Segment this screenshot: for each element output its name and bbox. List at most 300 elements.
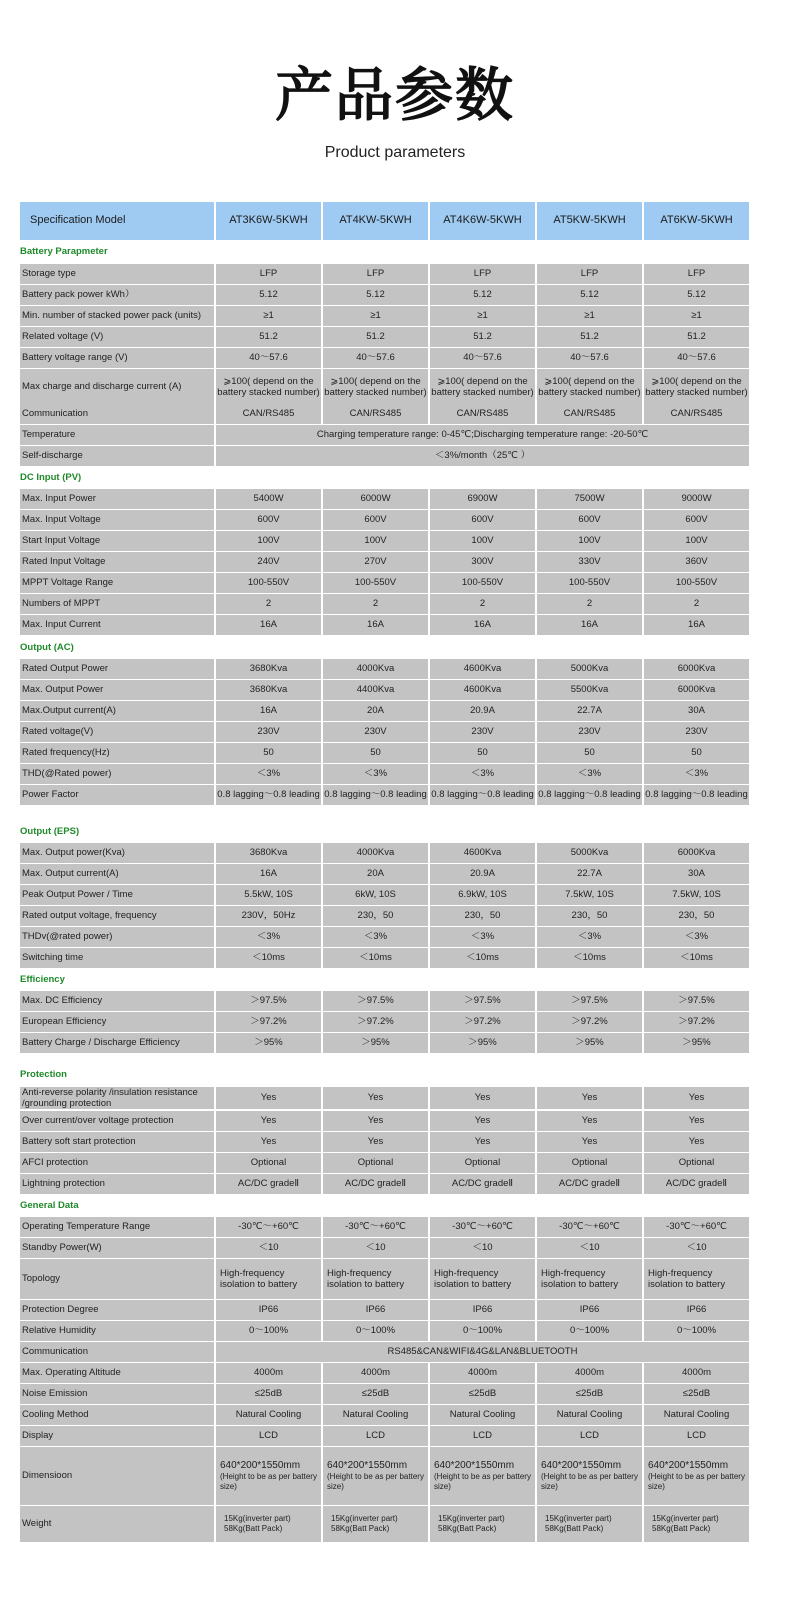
cell-value: 240V <box>216 552 321 572</box>
cell-value: 16A <box>216 864 321 884</box>
cell-value: 40～57.6 <box>644 348 749 368</box>
cell-value: 16A <box>323 615 428 635</box>
row-label-ratedin: Rated Input Voltage <box>20 552 214 572</box>
row-label-softstart: Battery soft start protection <box>20 1132 214 1152</box>
cell-value: 2 <box>537 594 642 614</box>
cell-value: Optional <box>323 1153 428 1173</box>
row-label-maxinpower: Max. Input Power <box>20 489 214 509</box>
cell-value: High-frequency isolation to battery <box>537 1259 642 1299</box>
page-title: 产品参数 <box>274 61 515 129</box>
table-row <box>20 573 751 593</box>
row-label-afci: AFCI protection <box>20 1153 214 1173</box>
cell-value: 4600Kva <box>430 843 535 863</box>
dimension-note: (Height to be as per battery size) <box>434 1472 531 1491</box>
row-label-peak: Peak Output Power / Time <box>20 885 214 905</box>
section-heading-prot: Protection <box>20 1069 67 1080</box>
section-heading-eff: Efficiency <box>20 974 65 985</box>
cell-value: 4000m <box>430 1363 535 1383</box>
table-row <box>20 348 751 368</box>
table-row <box>20 615 751 635</box>
row-label-maxinvolt: Max. Input Voltage <box>20 510 214 530</box>
cell-value: ＜10 <box>430 1238 535 1258</box>
row-label-weight: Weight <box>20 1506 214 1542</box>
cell-value: AC/DC gradeⅡ <box>323 1174 428 1194</box>
table-row <box>20 1217 751 1237</box>
cell-value: Natural Cooling <box>323 1405 428 1425</box>
row-label-epsmaxcur: Max. Output current(A) <box>20 864 214 884</box>
row-label-battrange: Battery voltage range (V) <box>20 348 214 368</box>
cell-value: ≥1 <box>430 306 535 326</box>
cell-value: ≤25dB <box>537 1384 642 1404</box>
cell-value: ＜10 <box>644 1238 749 1258</box>
cell-value: 6000W <box>323 489 428 509</box>
cell-value: Optional <box>537 1153 642 1173</box>
cell-value: 5400W <box>216 489 321 509</box>
row-label-epsmaxout: Max. Output power(Kva) <box>20 843 214 863</box>
section-heading-dc: DC Input (PV) <box>20 472 82 483</box>
dimension-note: (Height to be as per battery size) <box>220 1472 317 1491</box>
row-label-minpack: Min. number of stacked power pack (units) <box>20 306 214 326</box>
cell-value: 0～100% <box>430 1321 535 1341</box>
cell-value: 4600Kva <box>430 659 535 679</box>
table-row <box>20 722 751 742</box>
cell-value: 100-550V <box>430 573 535 593</box>
row-value-comm2: RS485&CAN&WIFI&4G&LAN&BLUETOOTH <box>216 1342 749 1362</box>
cell-value: IP66 <box>323 1300 428 1320</box>
cell-value: ＜3% <box>323 927 428 947</box>
cell-value: 9000W <box>644 489 749 509</box>
cell-value: LFP <box>537 264 642 284</box>
table-row <box>20 1238 751 1258</box>
cell-value: LCD <box>644 1426 749 1446</box>
dimension-note: (Height to be as per battery size) <box>541 1472 638 1491</box>
row-label-ratedoutvf: Rated output voltage, frequency <box>20 906 214 926</box>
cell-value: 100V <box>216 531 321 551</box>
cell-value: ⩾100( depend on the battery stacked number) <box>323 369 428 405</box>
cell-value: High-frequency isolation to battery <box>430 1259 535 1299</box>
cell-value: ＜10 <box>323 1238 428 1258</box>
cell-value: 51.2 <box>323 327 428 347</box>
cell-value: 600V <box>644 510 749 530</box>
table-row <box>20 1087 751 1109</box>
cell-value: 0.8 lagging～0.8 leading <box>644 785 749 805</box>
dimension-value: 640*200*1550mm <box>220 1460 301 1471</box>
cell-value: 6000Kva <box>644 659 749 679</box>
cell-value: 100-550V <box>537 573 642 593</box>
row-label-altitude: Max. Operating Altitude <box>20 1363 214 1383</box>
row-label-temp: Temperature <box>20 425 214 445</box>
table-row <box>20 1174 751 1194</box>
cell-value: 40～57.6 <box>323 348 428 368</box>
row-label-comm2: Communication <box>20 1342 214 1362</box>
table-row <box>20 202 751 240</box>
table-row <box>20 1426 751 1446</box>
cell-value: High-frequency isolation to battery <box>216 1259 321 1299</box>
cell-value: 4000m <box>644 1363 749 1383</box>
cell-value: Yes <box>430 1132 535 1152</box>
cell-value: Yes <box>537 1132 642 1152</box>
table-row <box>20 991 751 1011</box>
cell-value: ＜3% <box>216 764 321 784</box>
cell-value: LFP <box>430 264 535 284</box>
cell-value: ＞97.5% <box>216 991 321 1011</box>
cell-value: ≥1 <box>644 306 749 326</box>
cell-value: 230V <box>644 722 749 742</box>
table-row <box>20 1506 751 1542</box>
section-heading-ac: Output (AC) <box>20 642 74 653</box>
row-label-ratedout: Rated Output Power <box>20 659 214 679</box>
cell-value: 40～57.6 <box>430 348 535 368</box>
cell-value: 51.2 <box>644 327 749 347</box>
row-label-overcur: Over current/over voltage protection <box>20 1111 214 1131</box>
table-row <box>20 885 751 905</box>
cell-value: 230V，50Hz <box>216 906 321 926</box>
row-label-lightning: Lightning protection <box>20 1174 214 1194</box>
weight-inverter: 15Kg(inverter part) <box>545 1514 612 1523</box>
cell-value: 22.7A <box>537 864 642 884</box>
cell-value: Optional <box>644 1153 749 1173</box>
cell-value: ⩾100( depend on the battery stacked number) <box>644 369 749 405</box>
table-row <box>20 327 751 347</box>
table-row <box>20 510 751 530</box>
table-row <box>20 701 751 721</box>
cell-value: Yes <box>323 1087 428 1109</box>
row-label-cooling: Cooling Method <box>20 1405 214 1425</box>
table-row <box>20 552 751 572</box>
model-header-2: AT4KW-5KWH <box>323 202 428 240</box>
cell-value: 0～100% <box>537 1321 642 1341</box>
cell-value: LFP <box>216 264 321 284</box>
cell-value: ＞95% <box>537 1033 642 1053</box>
row-label-thd: THD(@Rated power) <box>20 764 214 784</box>
cell-value: 5.12 <box>323 285 428 305</box>
cell-value: 5.12 <box>430 285 535 305</box>
cell-value: -30℃～+60℃ <box>430 1217 535 1237</box>
table-row <box>20 948 751 968</box>
cell-value: Yes <box>537 1087 642 1109</box>
cell-value: 6kW, 10S <box>323 885 428 905</box>
cell-value: 51.2 <box>216 327 321 347</box>
row-label-optemp: Operating Temperature Range <box>20 1217 214 1237</box>
row-value-temp: Charging temperature range: 0-45℃;Discharging temperature range: -20-50℃ <box>216 425 749 445</box>
row-label-euroeff: European Efficiency <box>20 1012 214 1032</box>
cell-value: Optional <box>216 1153 321 1173</box>
cell-value: 4000m <box>216 1363 321 1383</box>
cell-value: 20A <box>323 701 428 721</box>
cell-value: 230V <box>323 722 428 742</box>
table-row <box>20 1259 751 1299</box>
cell-value: 230，50 <box>323 906 428 926</box>
cell-value: 230，50 <box>537 906 642 926</box>
cell-value: CAN/RS485 <box>430 404 535 424</box>
cell-value <box>430 1447 535 1505</box>
cell-value: LCD <box>430 1426 535 1446</box>
model-header-1: AT3K6W-5KWH <box>216 202 321 240</box>
table-row <box>20 1405 751 1425</box>
cell-value: 600V <box>323 510 428 530</box>
cell-value <box>430 1506 535 1542</box>
cell-value: IP66 <box>537 1300 642 1320</box>
cell-value: ＞97.2% <box>216 1012 321 1032</box>
table-row <box>20 864 751 884</box>
cell-value: 100-550V <box>216 573 321 593</box>
cell-value: 5.5kW, 10S <box>216 885 321 905</box>
cell-value: 230V <box>430 722 535 742</box>
cell-value: ＜10 <box>216 1238 321 1258</box>
cell-value: 16A <box>644 615 749 635</box>
spec-model-header: Specification Model <box>20 202 214 240</box>
cell-value: 230V <box>216 722 321 742</box>
cell-value: -30℃～+60℃ <box>644 1217 749 1237</box>
table-row <box>20 425 751 445</box>
table-row <box>20 1012 751 1032</box>
model-header-5: AT6KW-5KWH <box>644 202 749 240</box>
cell-value: LCD <box>216 1426 321 1446</box>
cell-value: CAN/RS485 <box>216 404 321 424</box>
row-label-packpower: Battery pack power kWh） <box>20 285 214 305</box>
cell-value: ＜10ms <box>430 948 535 968</box>
table-row <box>20 843 751 863</box>
section-heading-eps: Output (EPS) <box>20 826 80 837</box>
table-row <box>20 785 751 805</box>
cell-value: ＞97.2% <box>430 1012 535 1032</box>
cell-value: 100V <box>430 531 535 551</box>
cell-value: Yes <box>216 1111 321 1131</box>
table-row <box>20 659 751 679</box>
table-row <box>20 1447 751 1505</box>
row-label-protdeg: Protection Degree <box>20 1300 214 1320</box>
cell-value: ≥1 <box>323 306 428 326</box>
row-label-switch: Switching time <box>20 948 214 968</box>
row-label-comm1: Communication <box>20 404 214 424</box>
cell-value: 600V <box>537 510 642 530</box>
cell-value: ＜3% <box>644 764 749 784</box>
cell-value: Yes <box>216 1132 321 1152</box>
cell-value: AC/DC gradeⅡ <box>644 1174 749 1194</box>
weight-battery: 58Kg(Batt Pack) <box>545 1524 604 1533</box>
table-row <box>20 489 751 509</box>
cell-value: 50 <box>430 743 535 763</box>
cell-value: ＞95% <box>644 1033 749 1053</box>
row-label-maxincur: Max. Input Current <box>20 615 214 635</box>
weight-battery: 58Kg(Batt Pack) <box>331 1524 390 1533</box>
cell-value: 5000Kva <box>537 843 642 863</box>
table-row <box>20 446 751 466</box>
row-label-display: Display <box>20 1426 214 1446</box>
cell-value: 100V <box>537 531 642 551</box>
row-label-dimension: Dimensioon <box>20 1447 214 1505</box>
cell-value: 3680Kva <box>216 659 321 679</box>
cell-value: ＜3% <box>430 764 535 784</box>
cell-value: LCD <box>537 1426 642 1446</box>
cell-value: Natural Cooling <box>537 1405 642 1425</box>
cell-value: 230，50 <box>430 906 535 926</box>
table-row <box>20 285 751 305</box>
cell-value: 4600Kva <box>430 680 535 700</box>
cell-value: ＜3% <box>537 927 642 947</box>
cell-value: Yes <box>323 1132 428 1152</box>
cell-value: ＞97.2% <box>644 1012 749 1032</box>
cell-value: ＞97.5% <box>323 991 428 1011</box>
table-row <box>20 927 751 947</box>
table-row <box>20 1321 751 1341</box>
cell-value: 7500W <box>537 489 642 509</box>
cell-value: LFP <box>644 264 749 284</box>
table-row <box>20 906 751 926</box>
cell-value: 7.5kW, 10S <box>644 885 749 905</box>
cell-value: Yes <box>323 1111 428 1131</box>
cell-value: ＜3% <box>323 764 428 784</box>
cell-value: 2 <box>323 594 428 614</box>
cell-value: 600V <box>430 510 535 530</box>
weight-inverter: 15Kg(inverter part) <box>438 1514 505 1523</box>
cell-value: ≤25dB <box>430 1384 535 1404</box>
cell-value: AC/DC gradeⅡ <box>537 1174 642 1194</box>
cell-value: High-frequency isolation to battery <box>323 1259 428 1299</box>
cell-value: 0～100% <box>323 1321 428 1341</box>
cell-value: 330V <box>537 552 642 572</box>
cell-value: IP66 <box>644 1300 749 1320</box>
cell-value: 100V <box>323 531 428 551</box>
cell-value: Natural Cooling <box>216 1405 321 1425</box>
row-label-maxcharge: Max charge and discharge current (A) <box>20 369 214 405</box>
table-row <box>20 264 751 284</box>
table-row <box>20 306 751 326</box>
cell-value: 100-550V <box>644 573 749 593</box>
cell-value: 5500Kva <box>537 680 642 700</box>
row-label-ratedfreq: Rated frequency(Hz) <box>20 743 214 763</box>
dimension-value: 640*200*1550mm <box>541 1460 622 1471</box>
cell-value: 50 <box>216 743 321 763</box>
cell-value: 2 <box>216 594 321 614</box>
row-label-topology: Topology <box>20 1259 214 1299</box>
table-row <box>20 743 751 763</box>
cell-value: AC/DC gradeⅡ <box>216 1174 321 1194</box>
weight-battery: 58Kg(Batt Pack) <box>652 1524 711 1533</box>
cell-value: ≤25dB <box>216 1384 321 1404</box>
table-row <box>20 764 751 784</box>
cell-value: CAN/RS485 <box>537 404 642 424</box>
row-label-maxdceff: Max. DC Efficiency <box>20 991 214 1011</box>
table-row <box>20 369 751 405</box>
table-row <box>20 404 751 424</box>
weight-inverter: 15Kg(inverter part) <box>331 1514 398 1523</box>
cell-value <box>323 1447 428 1505</box>
cell-value: Yes <box>537 1111 642 1131</box>
cell-value: ＜10ms <box>323 948 428 968</box>
row-label-mppt: MPPT Voltage Range <box>20 573 214 593</box>
cell-value: 0.8 lagging～0.8 leading <box>216 785 321 805</box>
row-label-relvolt: Related voltage (V) <box>20 327 214 347</box>
weight-battery: 58Kg(Batt Pack) <box>438 1524 497 1533</box>
cell-value: 22.7A <box>537 701 642 721</box>
page-subtitle: Product parameters <box>324 144 466 161</box>
cell-value: ≥1 <box>537 306 642 326</box>
dimension-value: 640*200*1550mm <box>434 1460 515 1471</box>
cell-value: ⩾100( depend on the battery stacked number) <box>430 369 535 405</box>
cell-value: 5.12 <box>216 285 321 305</box>
cell-value: ＜10 <box>537 1238 642 1258</box>
cell-value: 300V <box>430 552 535 572</box>
cell-value: 40～57.6 <box>216 348 321 368</box>
table-row <box>20 1153 751 1173</box>
table-row <box>20 1363 751 1383</box>
weight-battery: 58Kg(Batt Pack) <box>224 1524 283 1533</box>
cell-value: ＞97.2% <box>537 1012 642 1032</box>
dimension-value: 640*200*1550mm <box>327 1460 408 1471</box>
cell-value: ＜3% <box>216 927 321 947</box>
cell-value: 4000Kva <box>323 843 428 863</box>
cell-value <box>537 1506 642 1542</box>
cell-value: ＜3% <box>537 764 642 784</box>
row-label-noise: Noise Emission <box>20 1384 214 1404</box>
cell-value: 5000Kva <box>537 659 642 679</box>
cell-value: 7.5kW, 10S <box>537 885 642 905</box>
cell-value: Yes <box>430 1111 535 1131</box>
cell-value: ⩾100( depend on the battery stacked number) <box>537 369 642 405</box>
cell-value: 6900W <box>430 489 535 509</box>
table-row <box>20 1384 751 1404</box>
cell-value <box>323 1506 428 1542</box>
table-row <box>20 531 751 551</box>
cell-value: 0.8 lagging～0.8 leading <box>430 785 535 805</box>
cell-value: 360V <box>644 552 749 572</box>
cell-value: 30A <box>644 701 749 721</box>
cell-value: -30℃～+60℃ <box>323 1217 428 1237</box>
cell-value: ＞95% <box>323 1033 428 1053</box>
table-row <box>20 1111 751 1131</box>
cell-value: Yes <box>430 1087 535 1109</box>
cell-value: 40～57.6 <box>537 348 642 368</box>
cell-value: ≥1 <box>216 306 321 326</box>
cell-value <box>644 1506 749 1542</box>
cell-value: ≤25dB <box>644 1384 749 1404</box>
row-label-maxoutcur: Max.Output current(A) <box>20 701 214 721</box>
cell-value: ＞97.5% <box>430 991 535 1011</box>
cell-value: Yes <box>644 1132 749 1152</box>
cell-value: 100V <box>644 531 749 551</box>
cell-value: 5.12 <box>644 285 749 305</box>
cell-value: 600V <box>216 510 321 530</box>
model-header-4: AT5KW-5KWH <box>537 202 642 240</box>
cell-value: ＜10ms <box>216 948 321 968</box>
cell-value: IP66 <box>430 1300 535 1320</box>
cell-value: 0.8 lagging～0.8 leading <box>537 785 642 805</box>
cell-value: 4000m <box>537 1363 642 1383</box>
cell-value: 6.9kW, 10S <box>430 885 535 905</box>
cell-value: 3680Kva <box>216 843 321 863</box>
cell-value: Yes <box>644 1087 749 1109</box>
cell-value: High-frequency isolation to battery <box>644 1259 749 1299</box>
cell-value: 50 <box>323 743 428 763</box>
cell-value: 270V <box>323 552 428 572</box>
weight-inverter: 15Kg(inverter part) <box>652 1514 719 1523</box>
row-label-humidity: Relative Humidity <box>20 1321 214 1341</box>
cell-value: -30℃～+60℃ <box>216 1217 321 1237</box>
cell-value: ＞95% <box>216 1033 321 1053</box>
cell-value: 4400Kva <box>323 680 428 700</box>
cell-value: 50 <box>537 743 642 763</box>
cell-value: Natural Cooling <box>430 1405 535 1425</box>
cell-value: 0.8 lagging～0.8 leading <box>323 785 428 805</box>
cell-value: 230，50 <box>644 906 749 926</box>
dimension-note: (Height to be as per battery size) <box>648 1472 745 1491</box>
cell-value: 100-550V <box>323 573 428 593</box>
cell-value: 5.12 <box>537 285 642 305</box>
row-label-antirev: Anti-reverse polarity /insulation resistance /grounding protection <box>20 1087 214 1109</box>
cell-value: 16A <box>216 701 321 721</box>
row-label-storage: Storage type <box>20 264 214 284</box>
